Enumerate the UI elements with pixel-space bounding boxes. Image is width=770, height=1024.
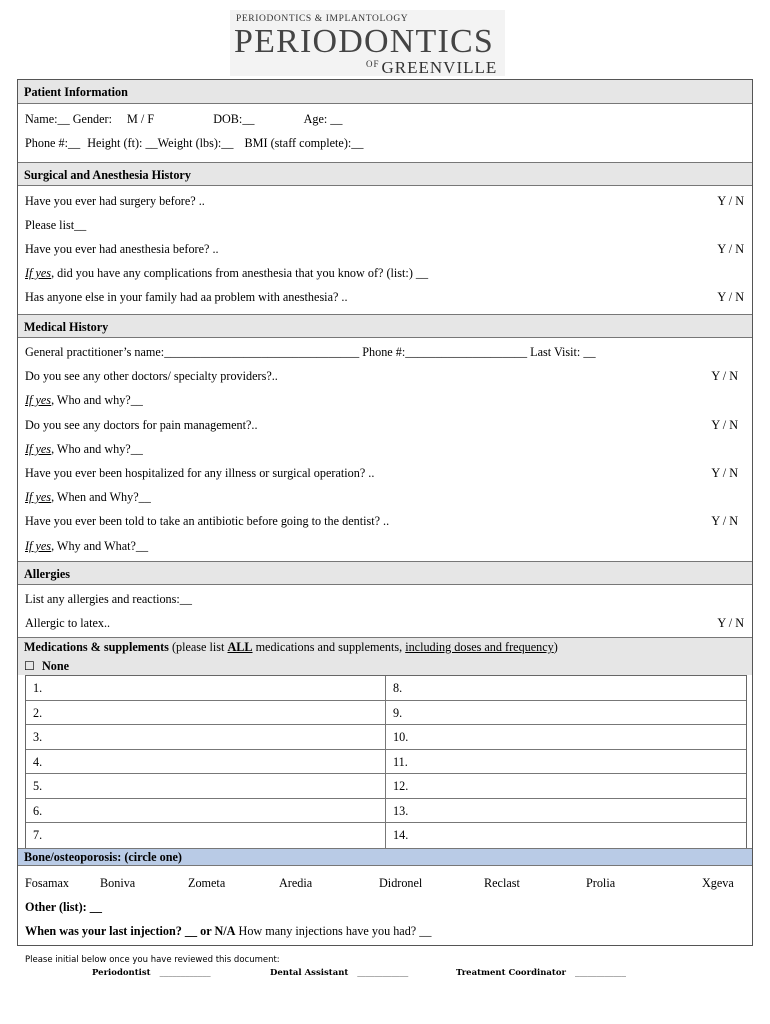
medication-cell[interactable]: 5. [26,774,386,798]
if-yes-label: If yes [25,539,52,553]
allergies-list-field[interactable]: List any allergies and reactions:__ [25,592,192,606]
logo-tagline: PERIODONTICS & IMPLANTOLOGY [236,14,409,24]
medication-row [26,750,746,775]
dob-field[interactable]: DOB:__ [213,112,255,126]
assistant-label: Dental Assistant [270,968,349,978]
if-yes-label: If yes [25,393,52,407]
periodontist-initial-line[interactable]: ____________ [159,968,211,978]
drug-option[interactable]: Aredia [279,876,313,890]
if-yes-label: If yes [25,490,52,504]
latex-yes-no[interactable]: Y / N [717,616,744,630]
drug-option[interactable]: Prolia [586,876,616,890]
bone-drug-options [18,872,752,894]
pain-followup-text: , Who and why?__ [51,442,143,456]
hospitalized-question [18,462,752,484]
medications-table [25,675,747,849]
family-anesthesia-question [18,286,752,308]
pain-yes-no[interactable]: Y / N [711,418,738,432]
none-label: None [41,659,70,673]
drug-option[interactable]: Fosamax [25,876,70,890]
medication-cell[interactable]: 9. [393,705,403,720]
medication-cell[interactable]: 11. [393,754,408,769]
medication-cell[interactable]: 14. [393,828,409,842]
medications-all: ALL [227,640,253,654]
surgery-question [18,190,752,212]
anesthesia-question-text: Have you ever had anesthesia before? .. [25,242,219,256]
antibiotic-question-text: Have you ever been told to take an antibiotic before going to the dentist? .. [25,514,390,528]
drug-option[interactable]: Zometa [188,876,226,890]
medication-cell[interactable]: 7. [26,823,386,848]
antibiotic-yes-no[interactable]: Y / N [711,514,738,528]
family-anesthesia-yes-no[interactable]: Y / N [717,290,744,304]
medication-row [26,799,746,824]
logo-main-text: PERIODONTICS [234,23,494,60]
section-header-surgical: Surgical and Anesthesia History [18,162,752,186]
section-header-allergies: Allergies [18,561,752,585]
gp-field[interactable]: General practitioner’s name:________________________________ Phone #:____________________ Last Visit: __ [25,345,596,359]
section-header-patient: Patient Information [18,80,752,104]
latex-question-text: Allergic to latex.. [25,616,111,630]
periodontist-label: Periodontist [92,968,151,978]
last-injection-row [18,920,752,942]
none-checkbox[interactable]: ☐ [24,659,35,673]
drug-option[interactable]: Didronel [379,876,423,890]
age-field[interactable]: Age: __ [303,112,343,126]
medication-cell[interactable]: 10. [393,730,409,744]
anesthesia-yes-no[interactable]: Y / N [717,242,744,256]
medication-cell[interactable]: 4. [26,750,386,774]
weight-field[interactable]: Weight (lbs):__ [157,136,234,150]
hospitalized-followup-field[interactable] [18,486,752,508]
hospitalized-followup-text: , When and Why?__ [51,490,151,504]
if-yes-label: If yes [25,442,52,456]
name-field[interactable]: Name:__ [25,112,70,126]
drug-option[interactable]: Boniva [100,876,136,890]
medication-cell[interactable]: 3. [26,725,386,749]
medications-header-line [24,638,752,657]
medication-cell[interactable]: 8. [393,681,403,695]
medications-none-option[interactable] [24,657,752,676]
medication-row [26,774,746,799]
surgery-yes-no[interactable]: Y / N [717,194,744,208]
medication-row [26,701,746,726]
logo-greenville: GREENVILLE [381,58,498,77]
medication-cell[interactable]: 12. [393,779,409,793]
drug-option[interactable]: Reclast [484,876,520,890]
medications-instr-b: medications and supplements, [252,640,406,654]
anesthesia-question [18,238,752,260]
initial-coordinator [456,968,626,978]
latex-question [18,612,752,634]
medication-cell[interactable]: 13. [393,803,409,818]
pain-question-text: Do you see any doctors for pain management?.. [25,418,258,432]
antibiotic-question [18,510,752,532]
section-header-medical: Medical History [18,314,752,338]
patient-row-1 [18,108,752,130]
footer-note: Please initial below once you have reviewed this document: [25,955,280,965]
hospitalized-yes-no[interactable]: Y / N [711,466,738,480]
family-anesthesia-text: Has anyone else in your family had aa problem with anesthesia? .. [25,290,348,304]
gender-options[interactable]: M / F [127,112,155,126]
logo-of: OF [366,59,380,69]
specialty-question-text: Do you see any other doctors/ specialty providers?.. [25,369,278,383]
specialty-followup-text: , Who and why?__ [51,393,143,407]
logo-sub-text [366,58,497,78]
section-header-medications [18,637,752,675]
pain-question [18,414,752,436]
medication-cell[interactable]: 6. [26,799,386,823]
medication-cell[interactable]: 2. [26,701,386,725]
assistant-initial-line[interactable]: ____________ [357,968,409,978]
medications-doses-note: including doses and frequency [405,640,554,654]
phone-field[interactable]: Phone #:__ [25,136,81,150]
medication-cell[interactable]: 1. [26,676,386,700]
initial-assistant [270,968,408,978]
patient-row-2 [18,132,752,154]
pain-followup-field[interactable] [18,438,752,460]
hospitalized-question-text: Have you ever been hospitalized for any illness or surgical operation? .. [25,466,375,480]
medications-instr-c: ) [553,640,558,654]
section-header-bone: Bone/osteoporosis: (circle one) [18,848,752,866]
antibiotic-followup-field[interactable] [18,535,752,557]
intake-form [17,79,753,946]
medications-instr-a: (please list [168,640,228,654]
specialty-yes-no[interactable]: Y / N [711,369,738,383]
or-na-option[interactable]: or N/A [197,924,236,938]
medication-row [26,676,746,701]
initial-periodontist [92,968,211,978]
drug-option[interactable]: Xgeva [702,876,734,890]
practice-logo [230,10,505,76]
specialty-question [18,365,752,387]
medications-title: Medications & supplements [24,640,169,654]
antibiotic-followup-text: , Why and What?__ [51,539,149,553]
if-yes-label: If yes [25,266,52,280]
other-bone-drug-field[interactable]: Other (list): __ [25,900,102,914]
injection-count-field[interactable]: How many injections have you had? __ [235,924,432,938]
coordinator-label: Treatment Coordinator [456,968,567,978]
surgery-question-text: Have you ever had surgery before? .. [25,194,205,208]
last-injection-field[interactable]: When was your last injection? __ [25,924,198,938]
coordinator-initial-line[interactable]: ____________ [574,968,626,978]
surgery-list-field[interactable]: Please list__ [25,218,87,232]
specialty-followup-field[interactable] [18,389,752,411]
gender-label: Gender: [72,112,112,126]
medication-row [26,823,746,848]
anesthesia-complications-text: , did you have any complications from anesthesia that you know of? (list:) __ [51,266,429,280]
medication-row [26,725,746,750]
bmi-field[interactable]: BMI (staff complete):__ [244,136,364,150]
anesthesia-complications-field[interactable] [18,262,752,284]
height-field[interactable]: Height (ft): __ [87,136,158,150]
